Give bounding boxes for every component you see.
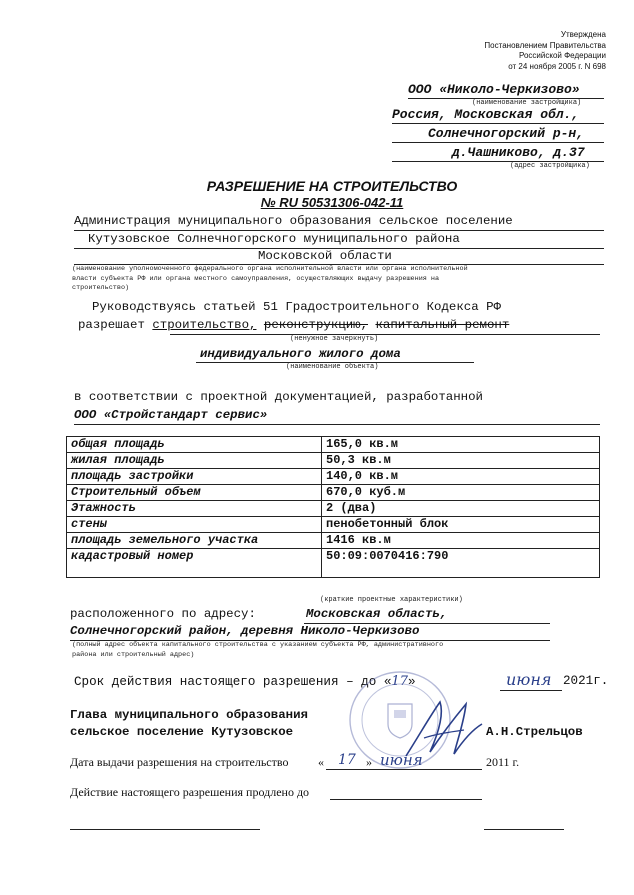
developer-address-line-1: Россия, Московская обл., xyxy=(392,107,580,122)
char-key: Строительный объем xyxy=(67,485,322,501)
table-row xyxy=(67,533,600,549)
characteristics-table xyxy=(66,436,600,578)
developer-address-caption: (адрес застройщика) xyxy=(510,162,590,170)
issue-year: 2011 г. xyxy=(486,755,520,769)
table-row xyxy=(67,437,600,453)
permit-number: № RU 50531306-042-11 xyxy=(260,195,404,210)
designer-name: ООО «Стройстандарт сервис» xyxy=(74,408,268,422)
characteristics-caption: (краткие проектные характеристики) xyxy=(320,596,463,604)
authority-line-3: Московской области xyxy=(258,249,392,263)
table-row xyxy=(67,485,600,501)
extension-label: Действие настоящего разрешения продлено до xyxy=(70,785,310,799)
table-row xyxy=(67,549,600,578)
char-key: кадастровый номер xyxy=(67,549,322,578)
char-value: 50,3 кв.м xyxy=(322,453,600,469)
table-row xyxy=(67,453,600,469)
page-title: РАЗРЕШЕНИЕ НА СТРОИТЕЛЬСТВО xyxy=(206,178,458,194)
issue-day: 17 xyxy=(338,752,356,768)
signatory-title-2: сельское поселение Кутузовское xyxy=(70,725,294,739)
guided-text: Руководствуясь статьей 51 Градостроительного Кодекса РФ xyxy=(92,300,501,314)
char-value: 140,0 кв.м xyxy=(322,469,600,485)
type-reconstruction: реконструкцию, xyxy=(263,318,369,332)
according-text: в соответствии с проектной документацией, разработанной xyxy=(74,390,483,404)
issue-month: июня xyxy=(380,751,423,769)
bottom-line-left xyxy=(70,829,260,830)
table-row xyxy=(67,501,600,517)
developer-name: ООО «Николо-Черкизово» xyxy=(408,82,580,97)
developer-name-caption: (наименование застройщика) xyxy=(472,99,582,107)
authority-caption: (наименование уполномоченного федерального органа исполнительной власти или органа исполнительной власти субъекта РФ или органа местного самоуправления, осуществляющих выдачу разрешения на строительство) xyxy=(72,265,468,292)
char-value: 1416 кв.м xyxy=(322,533,600,549)
developer-address-line-3: д.Чашниково, д.37 xyxy=(452,145,585,160)
signatory-name: А.Н.Стрельцов xyxy=(486,725,583,739)
table-row xyxy=(67,469,600,485)
issue-open-quote: « xyxy=(318,755,324,769)
approval-line-4: от 24 ноября 2005 г. N 698 xyxy=(508,61,606,71)
validity-day: 17 xyxy=(391,674,408,689)
char-value: 165,0 кв.м xyxy=(322,437,600,453)
permit-allows xyxy=(78,318,509,332)
allows-label: разрешает xyxy=(78,318,145,332)
type-caption: (ненужное зачеркнуть) xyxy=(290,335,379,343)
char-key: жилая площадь xyxy=(67,453,322,469)
validity-text: Срок действия настоящего разрешения – до « xyxy=(74,675,392,689)
authority-line-2: Кутузовское Солнечногорского муниципального района xyxy=(88,232,460,246)
char-key: площадь застройки xyxy=(67,469,322,485)
approval-line-1: Утверждена xyxy=(560,30,606,39)
location-caption: (полный адрес объекта капитального строительства с указанием субъекта РФ, административного района или строительный адрес) xyxy=(72,641,444,659)
approval-stamp xyxy=(484,30,606,72)
object-caption: (наименование объекта) xyxy=(286,363,379,371)
char-key: общая площадь xyxy=(67,437,322,453)
location-part-1: Московская область, xyxy=(306,607,448,621)
char-value: пенобетонный блок xyxy=(322,517,600,533)
type-construction: строительство, xyxy=(152,318,257,332)
location-label: расположенного по адресу: xyxy=(70,607,256,621)
location-part-2: Солнечногорский район, деревня Николо-Черкизово xyxy=(70,624,420,638)
char-value: 2 (два) xyxy=(322,501,600,517)
char-key: Этажность xyxy=(67,501,322,517)
char-value: 670,0 куб.м xyxy=(322,485,600,501)
validity-month: июня xyxy=(506,670,552,689)
char-value: 50:09:0070416:790 xyxy=(322,549,600,578)
table-row xyxy=(67,517,600,533)
char-key: стены xyxy=(67,517,322,533)
issue-close-quote: » xyxy=(366,755,372,769)
signatory-title-1: Глава муниципального образования xyxy=(70,708,308,722)
char-key: площадь земельного участка xyxy=(67,533,322,549)
issue-label: Дата выдачи разрешения на строительство xyxy=(70,755,289,769)
authority-line-1: Администрация муниципального образования сельское поселение xyxy=(74,214,513,228)
validity-year: 2021г. xyxy=(563,674,609,688)
approval-line-2: Постановлением Правительства xyxy=(484,40,606,50)
object-name: индивидуального жилого дома xyxy=(200,347,401,361)
type-repair: капитальный ремонт xyxy=(375,318,510,332)
developer-address-line-2: Солнечногорский р-н, xyxy=(428,126,585,141)
validity-mid: » xyxy=(407,675,416,689)
bottom-line-right xyxy=(484,829,564,830)
approval-line-3: Российской Федерации xyxy=(519,51,606,60)
